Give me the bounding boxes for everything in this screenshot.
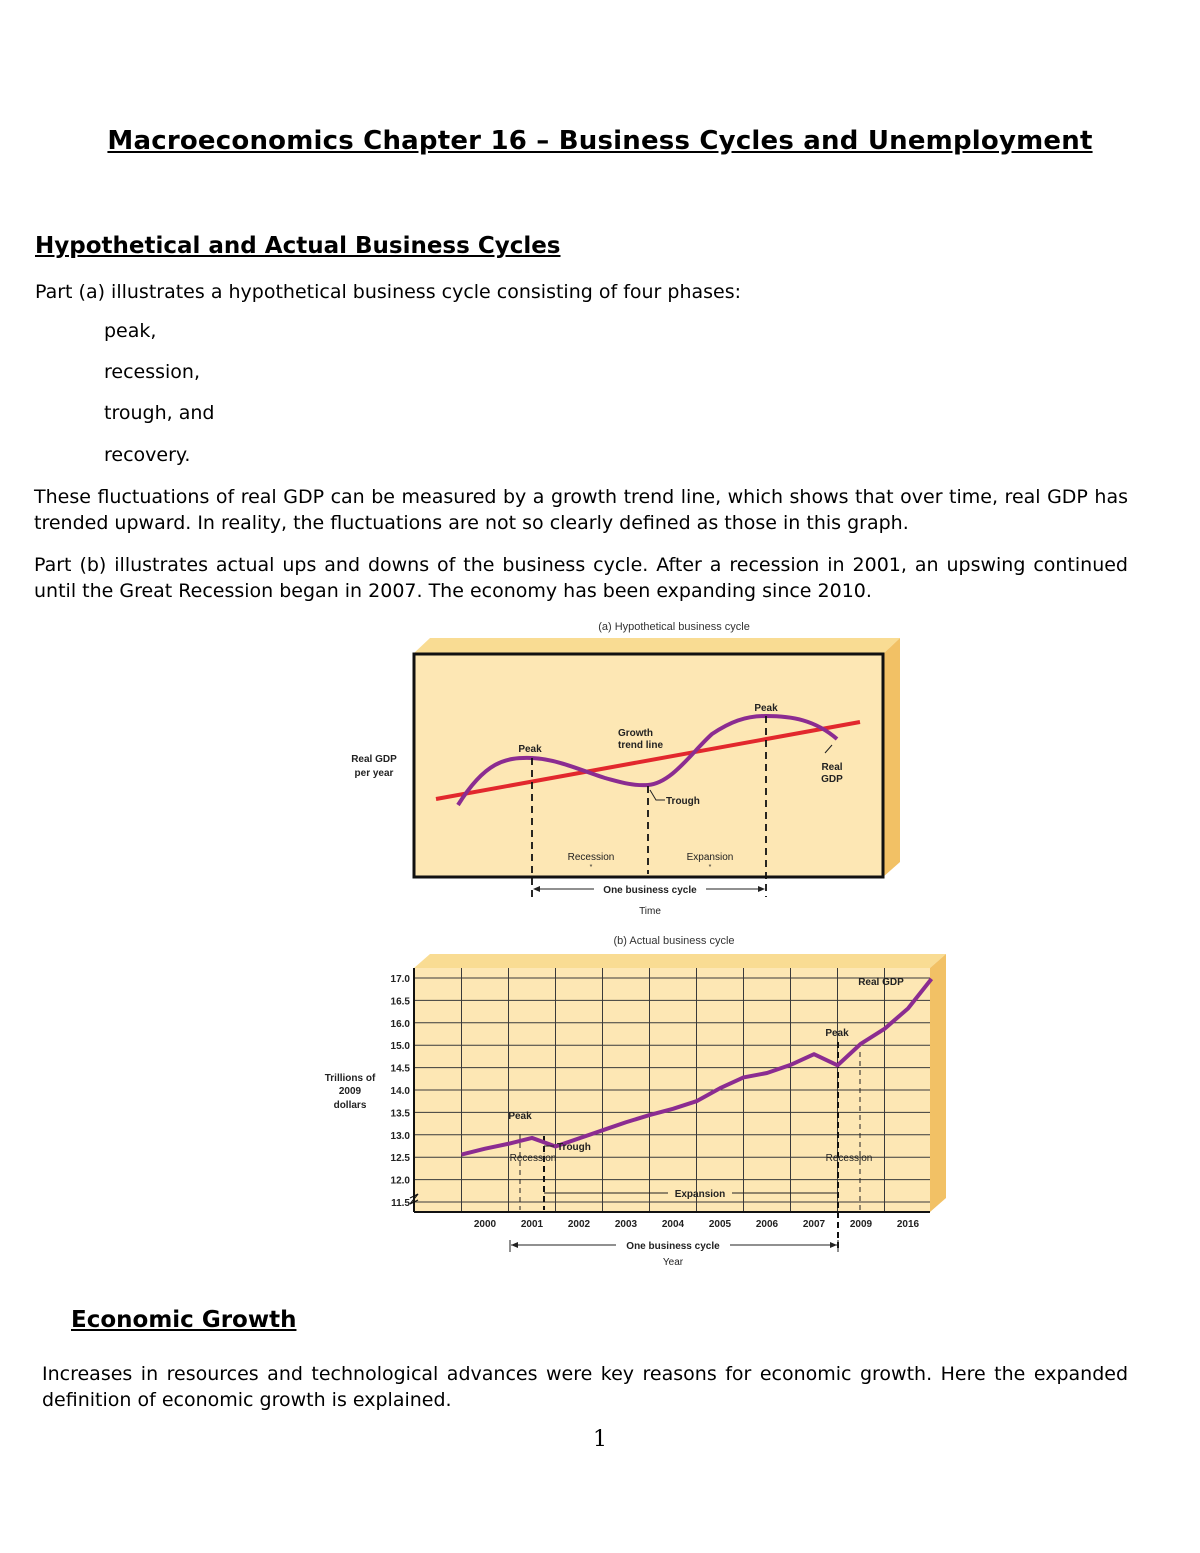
phase-item-peak: peak, — [104, 320, 157, 342]
recession1-label-b: Recession — [509, 1153, 557, 1164]
x-tick-label: 2005 — [708, 1219, 732, 1230]
figure-a-top-bevel — [413, 638, 900, 654]
paragraph-actual-cycle: Part (b) illustrates actual ups and downs of the business cycle. After a recession in 2001, an upswing continued until the Great Recession began in 2007. The economy has been expanding since 2010. — [34, 554, 1128, 602]
paragraph-growth-trend: These fluctuations of real GDP can be measured by a growth trend line, which shows that over time, real GDP has trended upward. In reality, the fluctuations are not so clearly defined as those in this graph. — [34, 486, 1128, 534]
recession-marker-a: * — [589, 864, 593, 871]
recession2-label-b: Recession — [825, 1153, 873, 1164]
growth-label-line2: trend line — [618, 740, 664, 751]
intro-paragraph: Part (a) illustrates a hypothetical business cycle consisting of four phases: — [35, 281, 742, 303]
phase-item-trough: trough, and — [104, 402, 215, 424]
phase-item-recovery: recovery. — [104, 444, 191, 466]
peak1-label-b: Peak — [508, 1111, 532, 1122]
business-cycle-figure — [300, 612, 960, 1272]
figure-b-y-ticks — [391, 974, 411, 1209]
figure-a-panel — [414, 654, 883, 877]
figure-b-ylabel-line2: 2009 — [338, 1086, 362, 1097]
trough-label-b: Trough — [557, 1142, 591, 1153]
x-tick-label: 2016 — [896, 1219, 920, 1230]
figure-b-ylabel-line1: Trillions of — [324, 1073, 376, 1084]
y-tick-label: 14.5 — [390, 1063, 410, 1075]
y-tick-label: 14.0 — [390, 1086, 410, 1097]
growth-label-line1: Growth — [618, 728, 653, 739]
figure-b-x-ticks — [474, 1219, 920, 1230]
trough-label: Trough — [666, 796, 700, 807]
expansion-label-b: Expansion — [674, 1189, 726, 1200]
one-cycle-label-a: One business cycle — [603, 885, 697, 896]
y-tick-label: 15.0 — [390, 1041, 410, 1053]
one-cycle-label-b: One business cycle — [626, 1241, 720, 1252]
y-tick-label: 12.5 — [390, 1153, 410, 1165]
x-tick-label: 2002 — [567, 1219, 591, 1230]
y-tick-label: 16.5 — [390, 996, 410, 1008]
expansion-marker-a: * — [708, 864, 712, 871]
peak1-label: Peak — [518, 744, 542, 755]
x-tick-label: 2003 — [614, 1219, 638, 1230]
y-tick-label: 13.0 — [390, 1130, 410, 1142]
cycle-b-arrowhead-right — [830, 1242, 837, 1248]
figure-b-top-bevel — [414, 954, 946, 968]
section-heading-business-cycles: Hypothetical and Actual Business Cycles — [35, 233, 561, 259]
y-tick-label: 12.0 — [390, 1175, 410, 1187]
figure-b-title: (b) Actual business cycle — [613, 935, 735, 947]
x-tick-label: 2007 — [802, 1219, 826, 1230]
y-tick-label: 11.5 — [391, 1198, 410, 1209]
cycle-arrowhead-left — [533, 886, 540, 892]
document-title: Macroeconomics Chapter 16 – Business Cycles and Unemployment — [107, 126, 1093, 156]
phase-item-recession: recession, — [104, 361, 201, 383]
figure-a-ylabel-line1: Real GDP — [351, 754, 397, 765]
real-gdp-label-line2: GDP — [821, 774, 843, 785]
figure-a-title: (a) Hypothetical business cycle — [598, 621, 750, 633]
peak2-label-b: Peak — [825, 1028, 849, 1039]
y-tick-label: 16.0 — [390, 1018, 410, 1030]
peak2-label: Peak — [754, 703, 778, 714]
cycle-b-arrowhead-left — [511, 1242, 518, 1248]
expansion-label-a: Expansion — [686, 852, 734, 863]
figure-a-xlabel: Time — [639, 906, 661, 917]
real-gdp-label-line1: Real — [821, 762, 843, 773]
y-tick-label: 17.0 — [390, 974, 410, 985]
figure-b-ylabel-line3: dollars — [333, 1100, 367, 1111]
real-gdp-label-b: Real GDP — [858, 977, 904, 988]
x-tick-label: 2000 — [473, 1219, 497, 1230]
figure-b-side-bevel — [930, 954, 946, 1212]
figure-a-side-bevel — [883, 638, 900, 877]
section-heading-economic-growth: Economic Growth — [71, 1307, 297, 1333]
x-tick-label: 2006 — [755, 1219, 779, 1230]
figure-b-xlabel: Year — [662, 1257, 684, 1268]
page-number: 1 — [593, 1427, 607, 1452]
paragraph-economic-growth: Increases in resources and technological advances were key reasons for economic growth. Here the expanded definition of economic growth is explained. — [42, 1363, 1128, 1411]
x-tick-label: 2001 — [520, 1219, 544, 1230]
cycle-arrowhead-right — [758, 886, 765, 892]
x-tick-label: 2004 — [661, 1219, 685, 1230]
y-tick-label: 13.5 — [390, 1108, 410, 1120]
x-tick-label: 2009 — [849, 1219, 873, 1230]
recession-label-a: Recession — [567, 852, 615, 863]
figure-a-ylabel-line2: per year — [354, 768, 394, 779]
